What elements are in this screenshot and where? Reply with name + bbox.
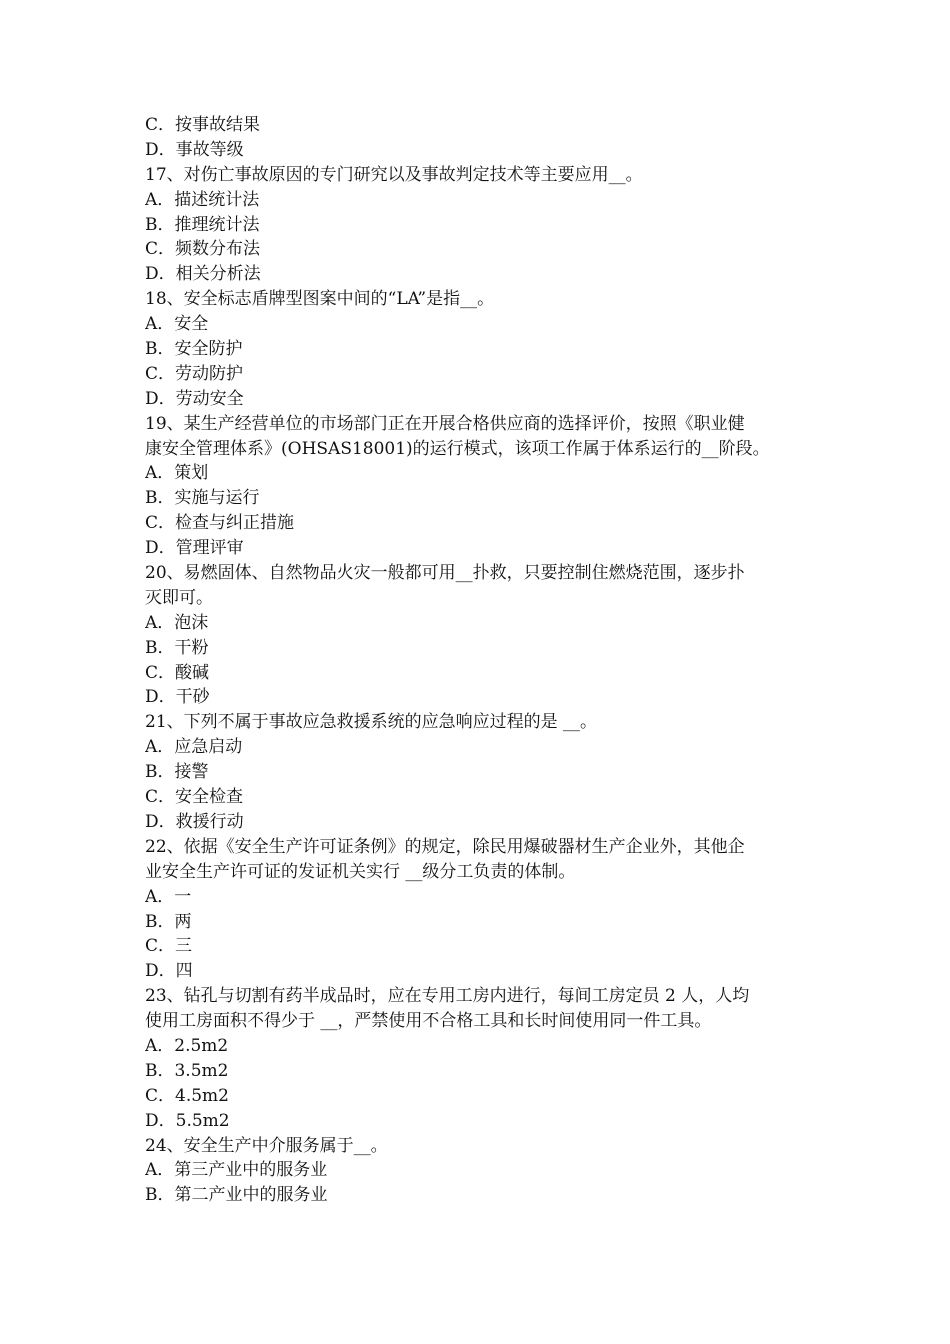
question-line: 23、钻孔与切割有药半成品时，应在专用工房内进行，每间工房定员 2 人，人均: [145, 986, 750, 1007]
question-line: 24、安全生产中介服务属于__。: [145, 1135, 388, 1156]
question-line: 使用工房面积不得少于 __，严禁使用不合格工具和长时间使用同一件工具。: [145, 1011, 712, 1032]
option-line: C．检查与纠正措施: [145, 513, 295, 534]
option-line: A．安全: [145, 314, 209, 335]
option-line: A．第三产业中的服务业: [145, 1160, 328, 1181]
option-line: C．劳动防护: [145, 363, 244, 384]
option-line: B．3.5m2: [145, 1060, 229, 1081]
option-line: A．泡沫: [145, 612, 209, 633]
question-line: 灭即可。: [145, 587, 213, 608]
option-line: C．4.5m2: [145, 1085, 229, 1106]
option-line: B．实施与运行: [145, 488, 260, 509]
question-line: 业安全生产许可证的发证机关实行 __级分工负责的体制。: [145, 861, 576, 882]
option-line: A．2.5m2: [145, 1035, 229, 1056]
option-line: D．干砂: [145, 687, 210, 708]
option-line: B．干粉: [145, 637, 209, 658]
option-line: C．酸碱: [145, 662, 210, 683]
option-line: A．描述统计法: [145, 189, 260, 210]
option-line: C．频数分布法: [145, 239, 261, 260]
option-line: B．接警: [145, 762, 209, 783]
option-line: A．一: [145, 886, 192, 907]
option-line: A．应急启动: [145, 737, 243, 758]
question-line: 17、对伤亡事故原因的专门研究以及事故判定技术等主要应用__。: [145, 164, 643, 185]
option-line: C．三: [145, 936, 193, 957]
option-line: C．安全检查: [145, 787, 244, 808]
option-line: D．相关分析法: [145, 264, 261, 285]
option-line: D．救援行动: [145, 811, 244, 832]
question-line: 19、某生产经营单位的市场部门正在开展合格供应商的选择评价，按照《职业健: [145, 413, 745, 434]
option-line: B．第二产业中的服务业: [145, 1185, 328, 1206]
option-line: A．策划: [145, 463, 209, 484]
question-line: 22、依据《安全生产许可证条例》的规定，除民用爆破器材生产企业外，其他企: [145, 836, 745, 857]
question-line: 18、安全标志盾牌型图案中间的“LA”是指__。: [145, 289, 495, 310]
option-line: B．两: [145, 911, 192, 932]
document-page: [145, 113, 810, 1208]
question-line: 20、易燃固体、自然物品火灾一般都可用__扑救，只要控制住燃烧范围，逐步扑: [145, 563, 745, 584]
option-line: D．5.5m2: [145, 1110, 230, 1131]
question-line: 康安全管理体系》(OHSAS18001)的运行模式，该项工作属于体系运行的__阶段。: [145, 438, 770, 459]
option-line: B．安全防护: [145, 339, 243, 360]
question-line: 21、下列不属于事故应急救援系统的应急响应过程的是 __。: [145, 712, 598, 733]
option-line: D．劳动安全: [145, 388, 244, 409]
option-line: D．管理评审: [145, 538, 244, 559]
option-line: B．推理统计法: [145, 214, 260, 235]
option-line: D．四: [145, 961, 193, 982]
option-line: C．按事故结果: [145, 115, 261, 135]
option-line: D．事故等级: [145, 139, 244, 160]
